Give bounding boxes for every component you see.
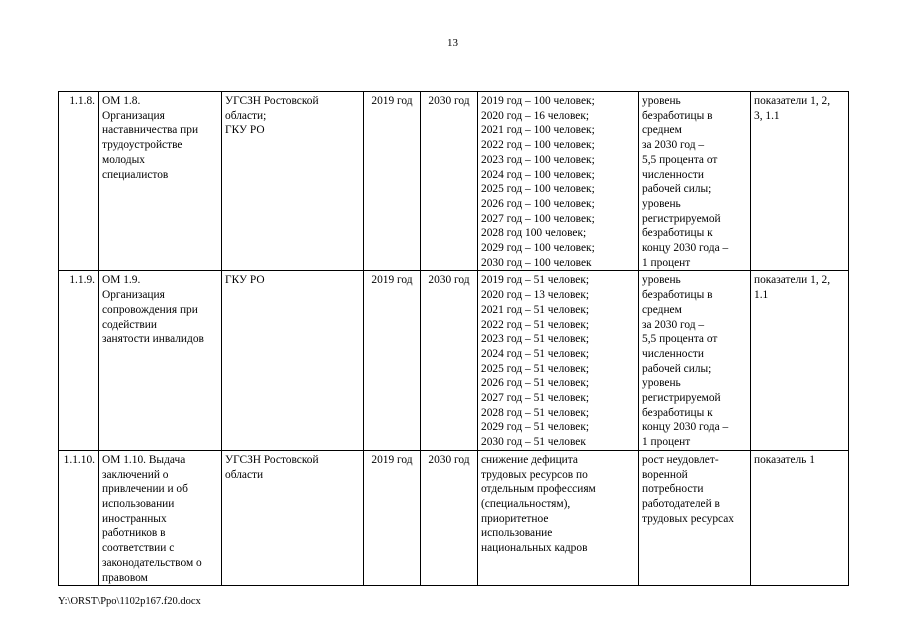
cell-line: 2026 год – 51 человек; [481, 377, 590, 390]
cell-line: 2019 год – 100 человек; [481, 95, 595, 107]
cell-line: уровень [642, 95, 681, 107]
cell-line: 2023 год – 100 человек; [481, 153, 595, 166]
cell-line: занятости инвалидов [102, 333, 204, 346]
cell-end-year: 2030 год [421, 450, 478, 585]
cell-line: 2029 год – 100 человек; [481, 242, 595, 255]
cell-line: за 2030 год – [642, 318, 705, 331]
cell-line: национальных кадров [481, 542, 588, 555]
cell-executor [222, 271, 364, 450]
cell-line: 2025 год – 51 человек; [481, 362, 590, 375]
cell-line: 2023 год – 51 человек; [481, 333, 590, 346]
cell-line: ГКУ РО [225, 274, 265, 287]
cell-line: 2028 год 100 человек; [481, 227, 587, 240]
cell-line: 2026 год – 100 человек; [481, 197, 595, 210]
cell-line: 2028 год – 51 человек; [481, 406, 590, 419]
cell-line: трудовых ресурсов по [481, 468, 588, 481]
table-row [59, 271, 849, 450]
cell-end-year: 2030 год [421, 92, 478, 271]
page-number: 13 [447, 37, 458, 49]
cell-line: среднем [642, 303, 682, 316]
cell-line: 2020 год – 16 человек; [481, 109, 590, 122]
cell-line: содействии [102, 318, 157, 331]
cell-line: уровень [642, 377, 681, 390]
cell-line: заключений о [102, 468, 169, 481]
cell-consequences [639, 450, 751, 585]
cell-line: численности [642, 347, 704, 360]
cell-line: 2024 год – 100 человек; [481, 168, 595, 181]
cell-line: приоритетное [481, 512, 549, 525]
cell-line: 3, 1.1 [754, 109, 780, 122]
cell-line: показатели 1, 2, [754, 95, 831, 107]
cell-line: 2027 год – 51 человек; [481, 392, 590, 405]
cell-line: 1 процент [642, 436, 691, 449]
cell-line: области; [225, 109, 267, 122]
cell-line: воренной [642, 468, 688, 481]
cell-line: молодых [102, 153, 145, 166]
cell-line: наставничества при [102, 124, 199, 137]
cell-line: рабочей силы; [642, 183, 712, 196]
cell-line: иностранных [102, 512, 167, 525]
table-body [59, 92, 849, 586]
cell-line: ОМ 1.8. [102, 95, 141, 107]
cell-indicators [751, 450, 849, 585]
cell-line: безработицы к [642, 406, 713, 419]
cell-expected-result [478, 450, 639, 585]
cell-line: 1 процент [642, 256, 691, 269]
cell-line: за 2030 год – [642, 139, 705, 152]
cell-line: 2020 год – 13 человек; [481, 289, 590, 302]
cell-line: привлечении и об [102, 483, 188, 496]
cell-line: 2021 год – 100 человек; [481, 124, 595, 137]
measures-table [58, 91, 849, 586]
cell-line: специалистов [102, 168, 169, 181]
cell-measure-name [99, 271, 222, 450]
cell-line: УГСЗН Ростовской [225, 453, 319, 466]
cell-indicators [751, 92, 849, 271]
cell-number: 1.1.9. [59, 271, 99, 450]
cell-line: концу 2030 года – [642, 242, 729, 255]
cell-line: ОМ 1.10. Выдача [102, 453, 186, 466]
cell-indicators [751, 271, 849, 450]
cell-line: отдельным профессиям [481, 483, 596, 496]
cell-end-year: 2030 год [421, 271, 478, 450]
cell-line: использовании [102, 497, 175, 510]
cell-line: 2025 год – 100 человек; [481, 183, 595, 196]
cell-line: ОМ 1.9. [102, 274, 141, 287]
cell-line: концу 2030 года – [642, 421, 729, 434]
cell-line: 2021 год – 51 человек; [481, 303, 590, 316]
cell-line: среднем [642, 124, 682, 137]
cell-line: потребности [642, 483, 704, 496]
cell-line: 2030 год – 51 человек [481, 436, 586, 449]
cell-line: 5,5 процента от [642, 153, 718, 166]
cell-line: 2019 год – 51 человек; [481, 274, 590, 287]
cell-start-year: 2019 год [364, 271, 421, 450]
cell-line: области [225, 468, 264, 481]
cell-consequences [639, 271, 751, 450]
cell-line: снижение дефицита [481, 453, 578, 466]
cell-line: 5,5 процента от [642, 333, 718, 346]
cell-line: безработицы в [642, 109, 713, 122]
cell-line: 1.1 [754, 289, 769, 302]
cell-line: правовом [102, 571, 148, 584]
cell-number: 1.1.8. [59, 92, 99, 271]
cell-line: показатели 1, 2, [754, 274, 831, 287]
cell-line: Организация [102, 109, 165, 122]
cell-line: рабочей силы; [642, 362, 712, 375]
cell-line: (специальностям), [481, 497, 571, 510]
cell-line: соответствии с [102, 542, 175, 555]
table-row [59, 92, 849, 271]
cell-line: 2030 год – 100 человек [481, 256, 592, 269]
cell-line: трудоустройстве [102, 139, 183, 152]
cell-consequences [639, 92, 751, 271]
cell-line: 2027 год – 100 человек; [481, 212, 595, 225]
cell-measure-name [99, 450, 222, 585]
cell-number: 1.1.10. [59, 450, 99, 585]
cell-measure-name [99, 92, 222, 271]
cell-line: уровень [642, 197, 681, 210]
cell-executor [222, 92, 364, 271]
cell-line: трудовых ресурсах [642, 512, 734, 525]
cell-expected-result [478, 271, 639, 450]
cell-line: законодательством о [102, 556, 202, 569]
cell-line: работодателей в [642, 497, 720, 510]
cell-start-year: 2019 год [364, 450, 421, 585]
cell-line: безработицы к [642, 227, 713, 240]
cell-line: 2024 год – 51 человек; [481, 347, 590, 360]
cell-line: уровень [642, 274, 681, 287]
cell-expected-result [478, 92, 639, 271]
cell-line: использование [481, 527, 553, 540]
cell-line: регистрируемой [642, 392, 721, 405]
file-path-footer: Y:\ORST\Ppo\1102p167.f20.docx [58, 596, 201, 607]
cell-line: безработицы в [642, 289, 713, 302]
cell-line: 2022 год – 100 человек; [481, 139, 595, 152]
cell-line: рост неудовлет- [642, 453, 719, 466]
cell-line: ГКУ РО [225, 124, 265, 137]
cell-line: сопровождения при [102, 303, 198, 316]
cell-line: работников в [102, 527, 166, 540]
cell-line: 2029 год – 51 человек; [481, 421, 590, 434]
cell-line: Организация [102, 289, 165, 302]
cell-line: регистрируемой [642, 212, 721, 225]
cell-line: УГСЗН Ростовской [225, 95, 319, 107]
cell-line: показатель 1 [754, 453, 815, 466]
cell-start-year: 2019 год [364, 92, 421, 271]
cell-line: 2022 год – 51 человек; [481, 318, 590, 331]
cell-executor [222, 450, 364, 585]
cell-line: численности [642, 168, 704, 181]
table-row [59, 450, 849, 585]
